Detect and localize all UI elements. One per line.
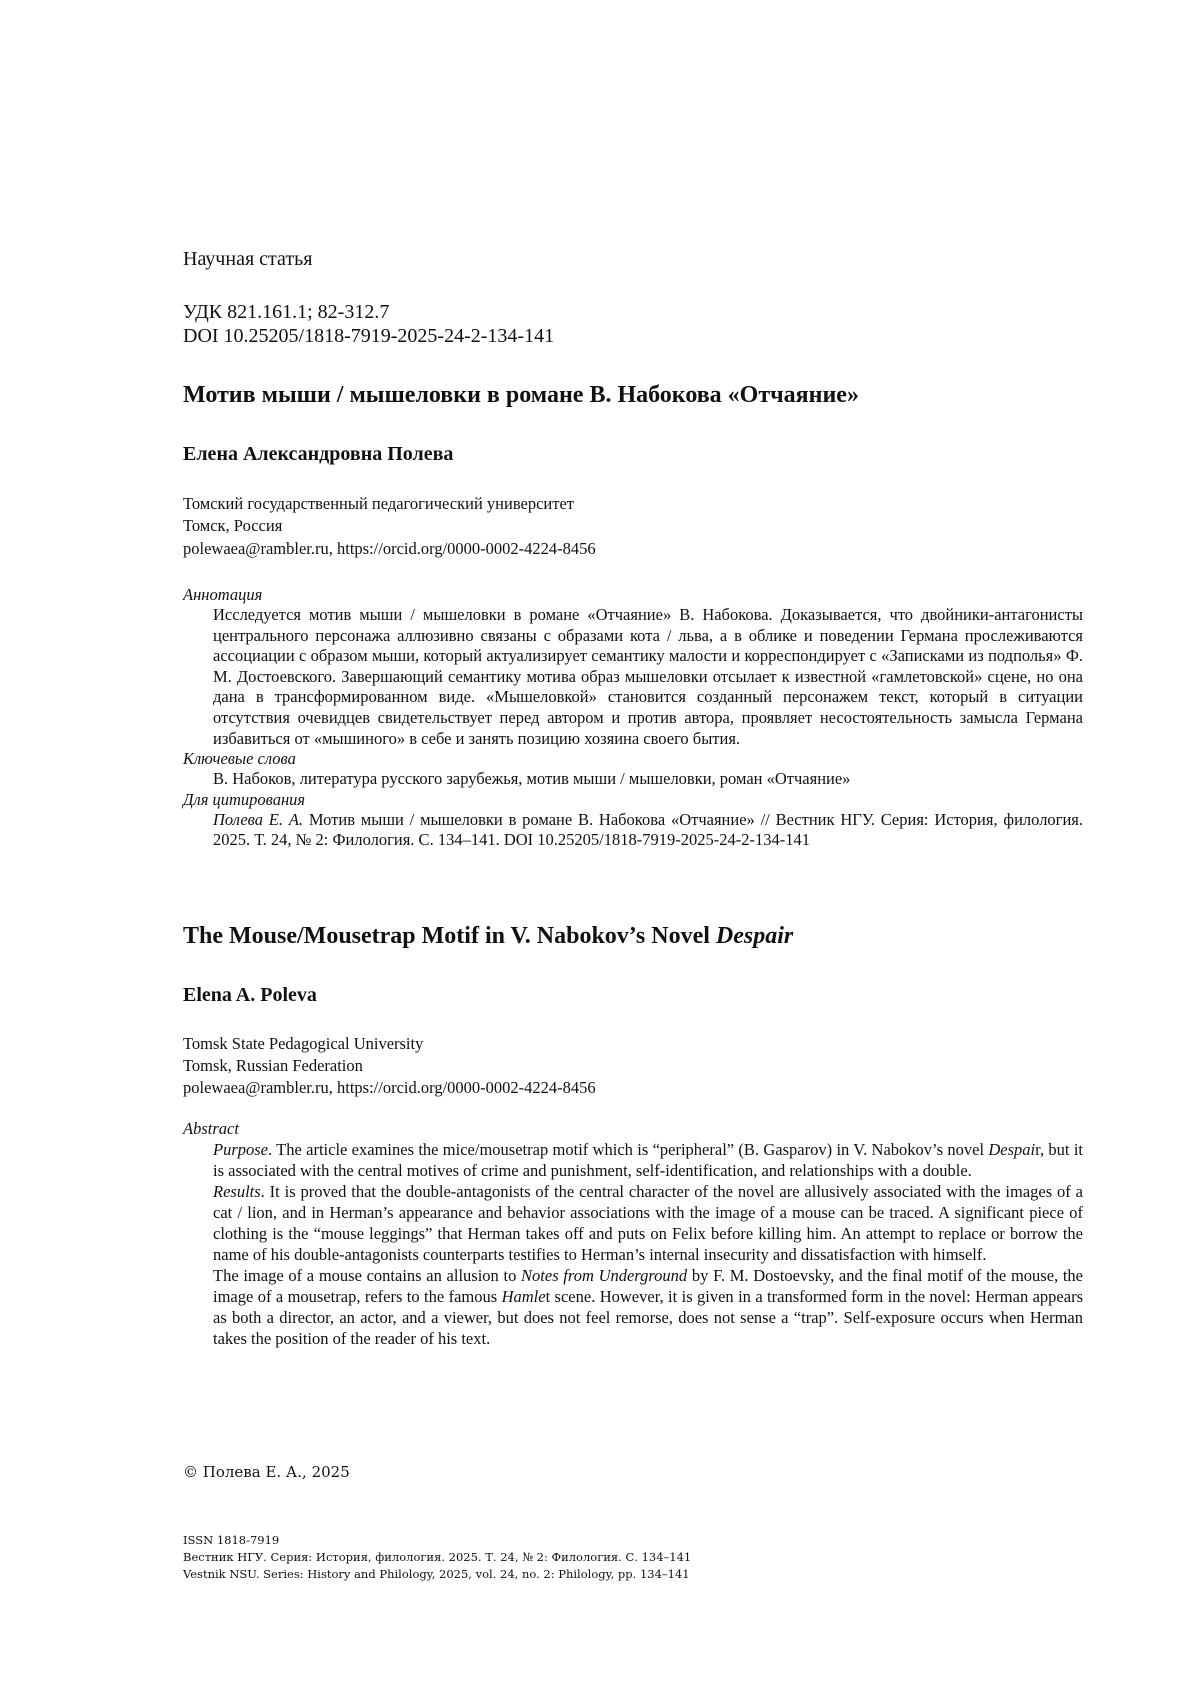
article-title-en <box>183 923 793 950</box>
keywords-text: В. Набоков, литература русского зарубежья, мотив мыши / мышеловки, роман «Отчаяние» <box>213 769 1083 790</box>
affiliation-en <box>183 1033 423 1077</box>
purpose-text-2: r, but it is associated with the central motives of crime and punishment, self-identification, and relationships with a double. <box>213 1140 1083 1180</box>
affiliation-university-en: Tomsk State Pedagogical University <box>183 1033 423 1055</box>
abstract-label: Abstract <box>183 1119 1083 1139</box>
annotation-text: Исследуется мотив мыши / мышеловки в романе «Отчаяние» В. Набокова. Доказывается, что двойники-антагонисты центрального персонажа аллюзивно связаны с образами кота / льва, а в облике и поведении Германа прослеживаются ассоциации с образом мыши, который актуализирует семантику малости и коррес­пондирует с «Записками из подполья» Ф. М. Достоевского. Завершающий семантику мотива образ мышеловки отсылает к известной «гамлетовской» сцене, но она дана в трансформированном виде. «Мышеловкой» становится созданный персонажем текст, который в ситуации отсутствия очевидцев свидетельствует перед автором и против автора, проявляет несостоятельность замысла Германа избавиться от «мышиного» в себе и занять позицию хозяина своего бытия. <box>213 605 1083 749</box>
contacts-ru: polewaea@rambler.ru, https://orcid.org/0000-0002-4224-8456 <box>183 539 596 559</box>
article-title-ru: Мотив мыши / мышеловки в романе В. Набокова «Отчаяние» <box>183 382 859 409</box>
citation-text <box>213 810 1083 851</box>
author-name-ru: Елена Александровна Полева <box>183 443 453 466</box>
citation-label: Для цитирования <box>183 790 1083 810</box>
contacts-en: polewaea@rambler.ru, https://orcid.org/0000-0002-4224-8456 <box>183 1078 596 1098</box>
udk-code: УДК 821.161.1; 82-312.7 <box>183 300 554 324</box>
image-text-2: by F. M. Dostoevsky, and the final motif of the mouse, the image of a mousetrap, refers to the famous <box>213 1266 1083 1306</box>
article-type: Научная статья <box>183 248 312 271</box>
purpose-italic: Despai <box>988 1140 1035 1159</box>
abstract-purpose <box>213 1139 1083 1181</box>
copyright: © Полева Е. А., 2025 <box>183 1463 350 1481</box>
image-italic-2: Hamle <box>502 1287 546 1306</box>
affiliation-location-en: Tomsk, Russian Federation <box>183 1055 423 1077</box>
affiliation-location-ru: Томск, Россия <box>183 515 574 537</box>
journal-footer <box>183 1532 691 1583</box>
results-text: . It is proved that the double-antagonists of the central character of the novel are allusively associated with the images of a cat / lion, and in Herman’s appearance and behavior associations with the image of a mouse can be traced. A significant piece of clothing is the “mouse leggings” that Herman takes off and puts on Felix before killing him. An attempt to replace or borrow the name of his double-antagonists counterparts testifies to Herman’s internal insecurity and dissatisfaction with himself. <box>213 1182 1083 1264</box>
citation-body: Мотив мыши / мышеловки в романе В. Набокова «Отчаяние» // Вестник НГУ. Серия: История, филология. 2025. Т. 24, № 2: Филология. С. 134–141. DOI 10.25205/1818-7919-2025-24-2-134-141 <box>213 810 1083 850</box>
image-italic-1: Notes from Underground <box>521 1266 687 1285</box>
purpose-text-1: . The article examines the mice/mousetrap motif which is “peripheral” (B. Gasparov) in V. Nabokov’s novel <box>268 1140 988 1159</box>
affiliation-university-ru: Томский государственный педагогический университет <box>183 493 574 515</box>
author-name-en: Elena A. Poleva <box>183 984 317 1007</box>
abstract-results <box>213 1181 1083 1265</box>
keywords-label: Ключевые слова <box>183 749 1083 769</box>
udk-doi-block <box>183 300 554 348</box>
annotation-label: Аннотация <box>183 585 1083 605</box>
title-en-italic: Despair <box>716 923 793 949</box>
journal-info-en: Vestnik NSU. Series: History and Philology, 2025, vol. 24, no. 2: Philology, pp. 134–141 <box>183 1566 691 1583</box>
annotation-section-ru <box>183 585 1083 851</box>
journal-info-ru: Вестник НГУ. Серия: История, филология. 2025. Т. 24, № 2: Филология. С. 134–141 <box>183 1549 691 1566</box>
citation-author: Полева Е. А. <box>213 810 303 829</box>
image-text-3: t scene. However, it is given in a transformed form in the novel: Herman appears as both a director, an actor, and a viewer, but does not feel remorse, does not sense a “trap”. Self-exposure occurs when Herman takes the position of the reader of his text. <box>213 1287 1083 1348</box>
title-en-main: The Mouse/Mousetrap Motif in V. Nabokov’s Novel <box>183 923 716 949</box>
article-page <box>0 0 1200 1697</box>
affiliation-ru <box>183 493 574 537</box>
doi: DOI 10.25205/1818-7919-2025-24-2-134-141 <box>183 324 554 348</box>
abstract-image <box>213 1265 1083 1349</box>
image-text-1: The image of a mouse contains an allusion to <box>213 1266 521 1285</box>
purpose-label: Purpose <box>213 1140 268 1159</box>
abstract-section-en <box>183 1119 1083 1349</box>
results-label: Results <box>213 1182 261 1201</box>
issn: ISSN 1818-7919 <box>183 1532 691 1549</box>
